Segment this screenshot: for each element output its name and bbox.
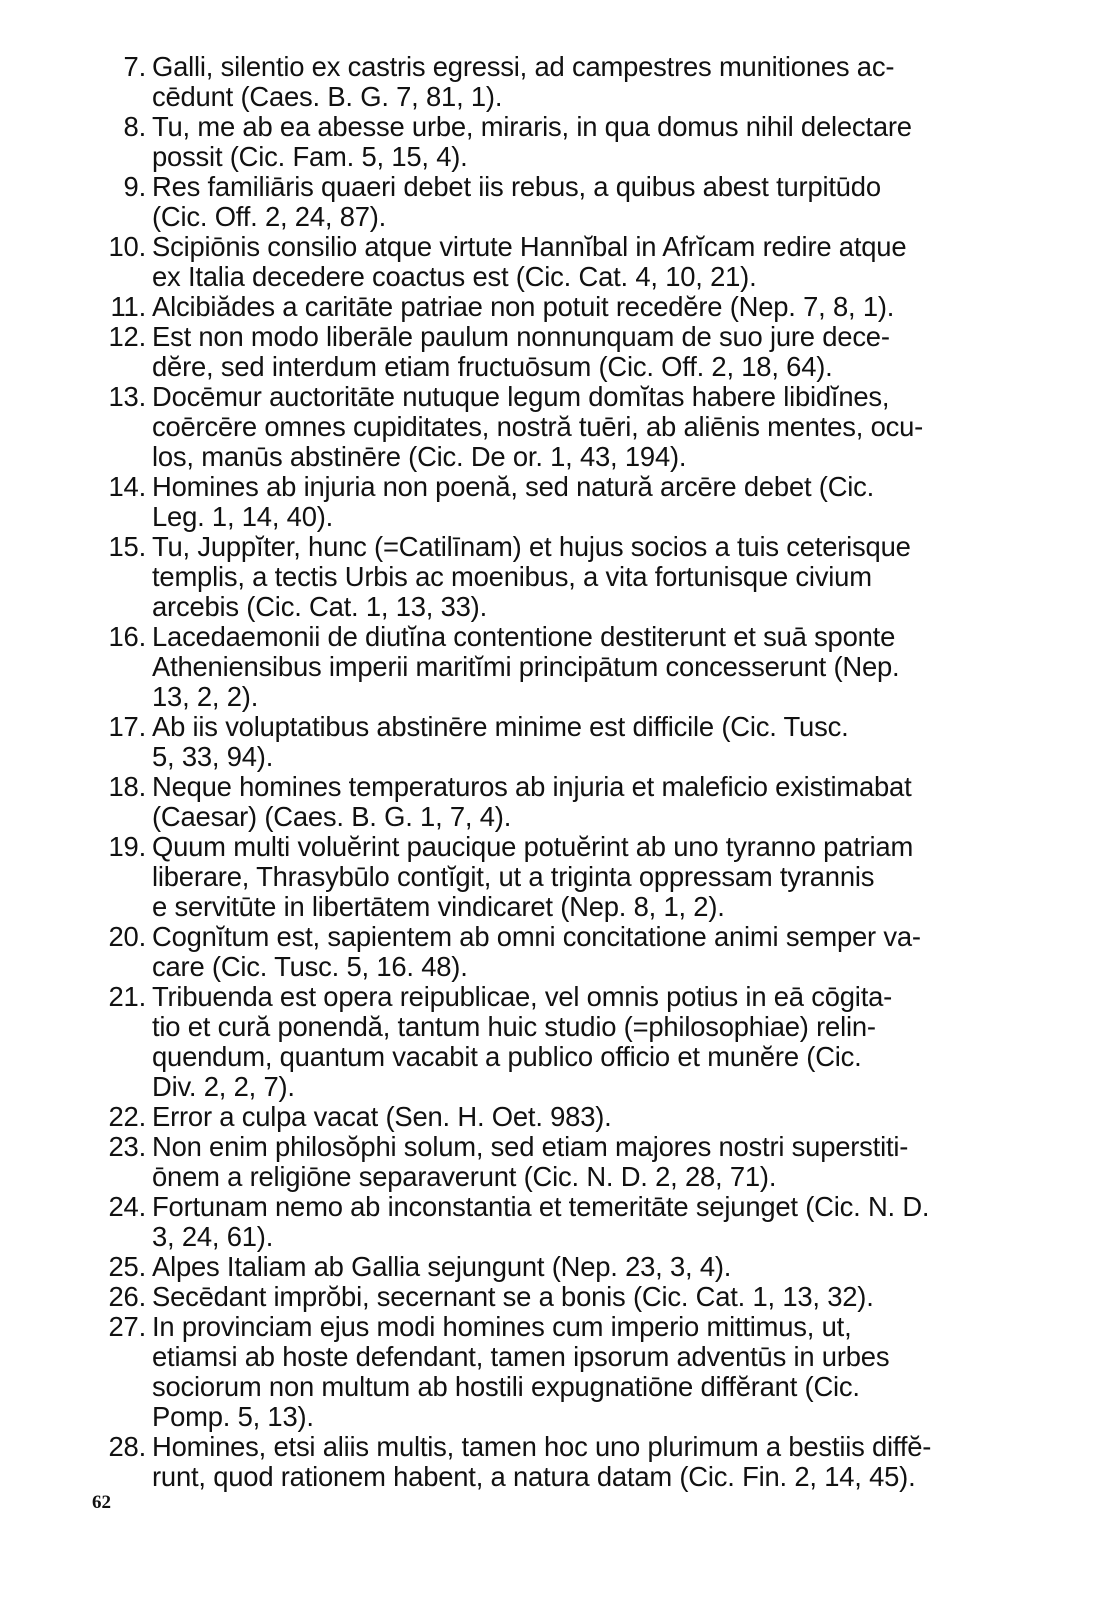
item-number: 9. <box>123 171 146 202</box>
list-item <box>100 172 1018 232</box>
item-number: 17. <box>108 711 146 742</box>
item-number: 28. <box>108 1431 146 1462</box>
item-text-line: Tribuenda est opera reipublicae, vel omnis potius in eā cōgita- <box>152 981 893 1012</box>
item-text-line: care (Cic. Tusc. 5, 16. 48). <box>152 951 468 982</box>
item-text-line: liberare, Thrasybūlo contĭgit, ut a triginta oppressam tyrannis <box>152 861 875 892</box>
list-item <box>100 112 1018 172</box>
item-number: 18. <box>108 771 146 802</box>
item-text-line: possit (Cic. Fam. 5, 15, 4). <box>152 141 468 172</box>
list-item <box>100 1192 1018 1252</box>
list-item <box>100 322 1018 382</box>
list-item <box>100 622 1018 712</box>
item-number: 20. <box>108 921 146 952</box>
list-item <box>100 1252 1018 1282</box>
item-number: 27. <box>108 1311 146 1342</box>
list-item <box>100 982 1018 1102</box>
list-item <box>100 712 1018 772</box>
item-text-line: Cognĭtum est, sapientem ab omni concitatione animi semper va- <box>152 921 921 952</box>
item-text-line: los, manūs abstinēre (Cic. De or. 1, 43, 194). <box>152 441 687 472</box>
item-text-line: Tu, me ab ea abesse urbe, miraris, in qua domus nihil delectare <box>152 111 912 142</box>
item-text-line: 3, 24, 61). <box>152 1221 274 1252</box>
item-text-line: e servitūte in libertātem vindicaret (Nep. 8, 1, 2). <box>152 891 725 922</box>
item-text-line: sociorum non multum ab hostili expugnatiōne diffĕrant (Cic. <box>152 1371 860 1402</box>
item-text-line: Atheniensibus imperii maritĭmi principātum concesserunt (Nep. <box>152 651 900 682</box>
item-number: 14. <box>108 471 146 502</box>
item-text-line: Alcibiădes a caritāte patriae non potuit recedĕre (Nep. 7, 8, 1). <box>152 291 895 322</box>
list-item <box>100 52 1018 112</box>
item-text-line: cēdunt (Caes. B. G. 7, 81, 1). <box>152 81 503 112</box>
item-text-line: Pomp. 5, 13). <box>152 1401 314 1432</box>
item-text-line: Docēmur auctoritāte nutuque legum domĭtas habere libidĭnes, <box>152 381 890 412</box>
item-text-line: Est non modo liberāle paulum nonnunquam de suo jure dece- <box>152 321 890 352</box>
item-text-line: Div. 2, 2, 7). <box>152 1071 295 1102</box>
item-text-line: Non enim philosŏphi solum, sed etiam majores nostri superstiti- <box>152 1131 909 1162</box>
sentence-list <box>100 52 1018 1492</box>
item-text-line: Homines, etsi aliis multis, tamen hoc uno plurimum a bestiis diffĕ- <box>152 1431 932 1462</box>
list-item <box>100 1132 1018 1192</box>
item-text-line: In provinciam ejus modi homines cum imperio mittimus, ut, <box>152 1311 852 1342</box>
item-text-line: Secēdant imprŏbi, secernant se a bonis (Cic. Cat. 1, 13, 32). <box>152 1281 874 1312</box>
item-text-line: Fortunam nemo ab inconstantia et temeritāte sejunget (Cic. N. D. <box>152 1191 930 1222</box>
item-text-line: arcebis (Cic. Cat. 1, 13, 33). <box>152 591 487 622</box>
item-number: 23. <box>108 1131 146 1162</box>
item-text-line: Ab iis voluptatibus abstinēre minime est difficile (Cic. Tusc. <box>152 711 849 742</box>
item-text-line: etiamsi ab hoste defendant, tamen ipsorum adventūs in urbes <box>152 1341 890 1372</box>
list-item <box>100 232 1018 292</box>
item-number: 12. <box>108 321 146 352</box>
item-text-line: templis, a tectis Urbis ac moenibus, a vita fortunisque civium <box>152 561 872 592</box>
item-text-line: Neque homines temperaturos ab injuria et maleficio existimabat <box>152 771 912 802</box>
item-text-line: 5, 33, 94). <box>152 741 274 772</box>
item-text-line: Error a culpa vacat (Sen. H. Oet. 983). <box>152 1101 612 1132</box>
item-text-line: Leg. 1, 14, 40). <box>152 501 334 532</box>
list-item <box>100 292 1018 322</box>
item-number: 15. <box>108 531 146 562</box>
item-number: 24. <box>108 1191 146 1222</box>
item-text-line: Res familiāris quaeri debet iis rebus, a quibus abest turpitūdo <box>152 171 881 202</box>
item-text-line: Galli, silentio ex castris egressi, ad campestres munitiones ac- <box>152 51 895 82</box>
item-text-line: quendum, quantum vacabit a publico officio et munĕre (Cic. <box>152 1041 862 1072</box>
item-text-line: 13, 2, 2). <box>152 681 259 712</box>
list-item <box>100 1312 1018 1432</box>
item-text-line: Homines ab injuria non poenă, sed natură arcēre debet (Cic. <box>152 471 875 502</box>
item-number: 26. <box>108 1281 146 1312</box>
item-text-line: runt, quod rationem habent, a natura datam (Cic. Fin. 2, 14, 45). <box>152 1461 916 1492</box>
item-text-line: Alpes Italiam ab Gallia sejungunt (Nep. 23, 3, 4). <box>152 1251 732 1282</box>
item-number: 22. <box>108 1101 146 1132</box>
list-item <box>100 832 1018 922</box>
item-number: 8. <box>123 111 146 142</box>
list-item <box>100 1432 1018 1492</box>
item-number: 25. <box>108 1251 146 1282</box>
item-text-line: tio et cură ponendă, tantum huic studio (=philosophiae) relin- <box>152 1011 876 1042</box>
list-item <box>100 1102 1018 1132</box>
item-text-line: Lacedaemonii de diutĭna contentione destiterunt et suā sponte <box>152 621 896 652</box>
item-text-line: ex Italia decedere coactus est (Cic. Cat. 4, 10, 21). <box>152 261 757 292</box>
item-text-line: ōnem a religiōne separaverunt (Cic. N. D. 2, 28, 71). <box>152 1161 777 1192</box>
list-item <box>100 1282 1018 1312</box>
item-text-line: coērcēre omnes cupiditates, nostră tuēri, ab aliēnis mentes, ocu- <box>152 411 924 442</box>
item-number: 11. <box>110 291 146 322</box>
item-number: 7. <box>123 51 146 82</box>
item-number: 19. <box>108 831 146 862</box>
item-text-line: Scipiōnis consilio atque virtute Hannĭbal in Afrĭcam redire atque <box>152 231 907 262</box>
list-item <box>100 472 1018 532</box>
list-item <box>100 922 1018 982</box>
list-item <box>100 772 1018 832</box>
item-number: 10. <box>108 231 146 262</box>
item-text-line: Tu, Juppĭter, hunc (=Catilīnam) et hujus socios a tuis ceterisque <box>152 531 911 562</box>
list-item <box>100 382 1018 472</box>
item-text-line: Quum multi voluĕrint paucique potuĕrint ab uno tyranno patriam <box>152 831 914 862</box>
item-number: 13. <box>108 381 146 412</box>
item-text-line: (Caesar) (Caes. B. G. 1, 7, 4). <box>152 801 512 832</box>
item-text-line: (Cic. Off. 2, 24, 87). <box>152 201 387 232</box>
page-number: 62 <box>92 1492 111 1513</box>
list-item <box>100 532 1018 622</box>
item-number: 16. <box>108 621 146 652</box>
item-text-line: dĕre, sed interdum etiam fructuōsum (Cic. Off. 2, 18, 64). <box>152 351 833 382</box>
item-number: 21. <box>108 981 146 1012</box>
